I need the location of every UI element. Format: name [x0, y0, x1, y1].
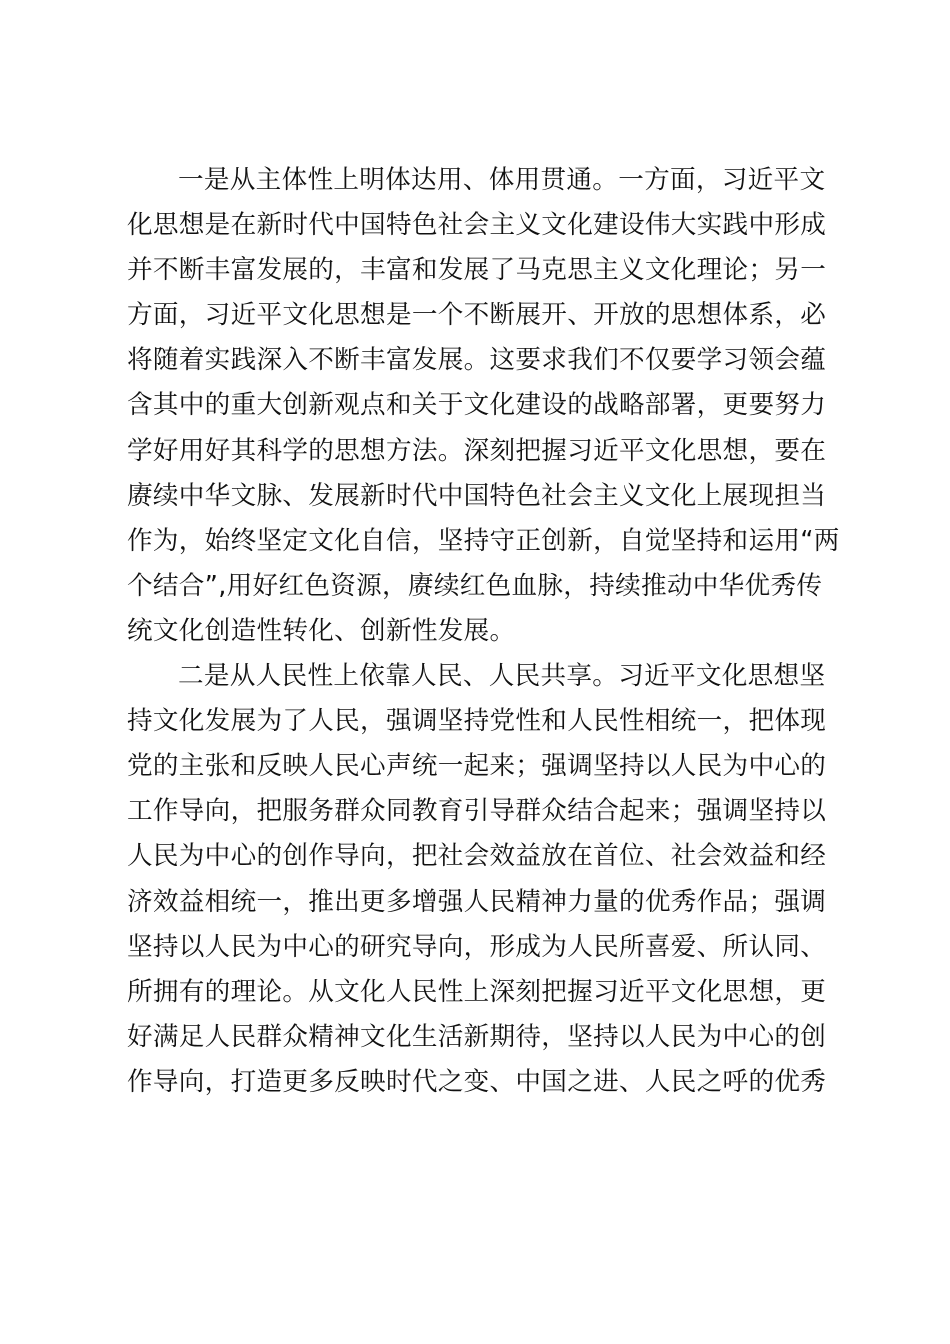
paragraph-line: 化思想是在新时代中国特色社会主义文化建设伟大实践中形成 — [127, 210, 827, 241]
paragraph-line: 工作导向，把服务群众同教育引导群众结合起来；强调坚持以 — [127, 796, 827, 827]
paragraph-line: 二是从人民性上依靠人民、人民共享。习近平文化思想坚 — [178, 661, 826, 692]
paragraph-line: 将随着实践深入不断丰富发展。这要求我们不仅要学习领会蕴 — [127, 345, 827, 376]
paragraph-line: 并不断丰富发展的，丰富和发展了马克思主义文化理论；另一 — [127, 255, 827, 286]
paragraph-line: 作导向，打造更多反映时代之变、中国之进、人民之呼的优秀 — [127, 1066, 827, 1097]
paragraph-line: 方面，习近平文化思想是一个不断展开、开放的思想体系，必 — [127, 300, 827, 331]
paragraph-line: 所拥有的理论。从文化人民性上深刻把握习近平文化思想，更 — [127, 976, 827, 1007]
paragraph-line: 学好用好其科学的思想方法。深刻把握习近平文化思想，要在 — [127, 435, 827, 466]
paragraph-line: 济效益相统一，推出更多增强人民精神力量的优秀作品；强调 — [127, 886, 827, 917]
paragraph-line: 持文化发展为了人民，强调坚持党性和人民性相统一，把体现 — [127, 706, 827, 737]
paragraph-line: 含其中的重大创新观点和关于文化建设的战略部署，更要努力 — [127, 390, 827, 421]
paragraph-line: 坚持以人民为中心的研究导向，形成为人民所喜爱、所认同、 — [127, 931, 827, 962]
paragraph-line: 好满足人民群众精神文化生活新期待，坚持以人民为中心的创 — [127, 1021, 827, 1052]
paragraph-line: 统文化创造性转化、创新性发展。 — [127, 615, 516, 646]
paragraph-line: 个结合”,用好红色资源，赓续红色血脉，持续推动中华优秀传 — [127, 570, 823, 601]
paragraph-1 — [127, 158, 840, 654]
body-text — [127, 158, 840, 1105]
paragraph-line: 党的主张和反映人民心声统一起来；强调坚持以人民为中心的 — [127, 751, 827, 782]
paragraph-2 — [127, 654, 827, 1105]
paragraph-line: 人民为中心的创作导向，把社会效益放在首位、社会效益和经 — [127, 841, 827, 872]
paragraph-line: 赓续中华文脉、发展新时代中国特色社会主义文化上展现担当 — [127, 480, 827, 511]
paragraph-line: 作为，始终坚定文化自信，坚持守正创新，自觉坚持和运用“两 — [127, 525, 840, 556]
paragraph-line: 一是从主体性上明体达用、体用贯通。一方面，习近平文 — [178, 165, 826, 195]
